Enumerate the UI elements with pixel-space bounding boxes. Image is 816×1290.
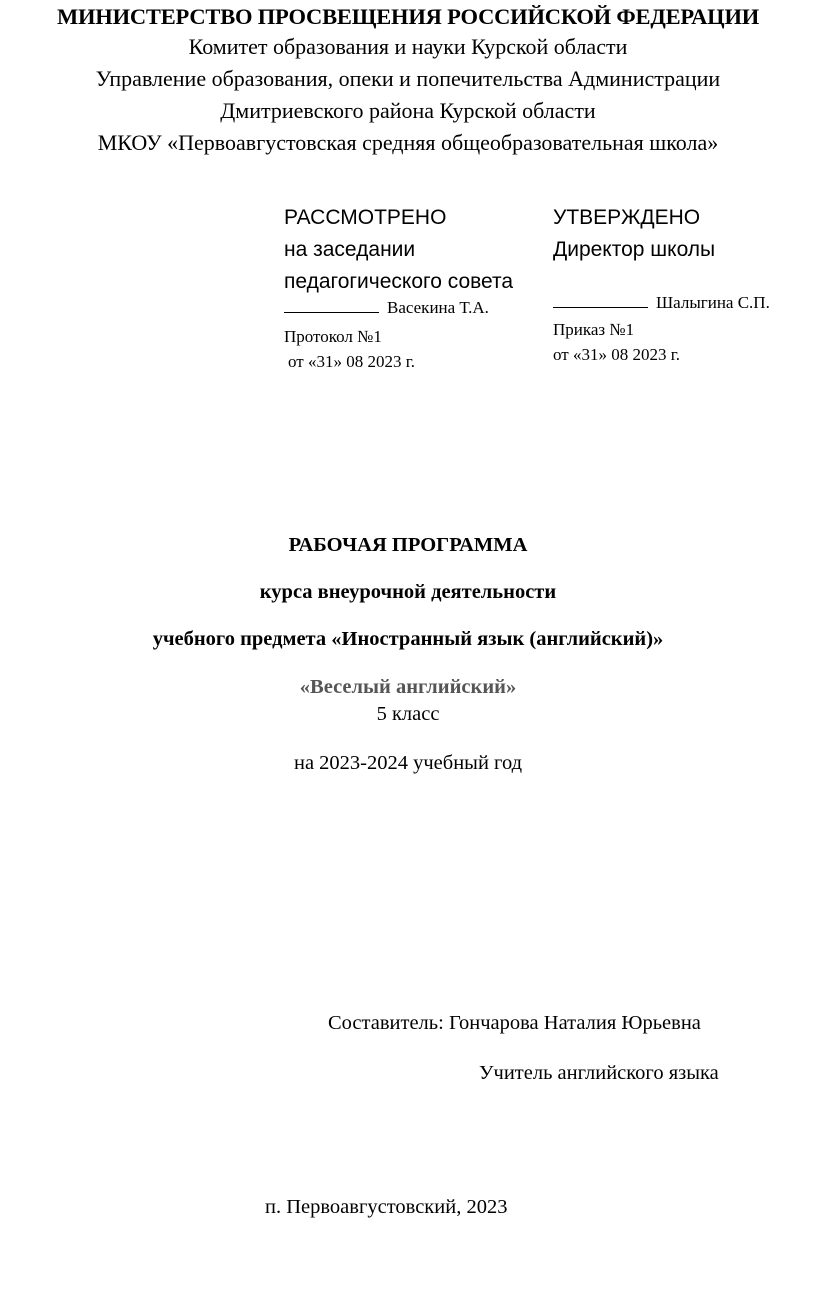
considered-date: от «31» 08 2023 г.: [288, 352, 416, 371]
grade-line: 5 класс: [376, 703, 440, 725]
approved-heading: УТВЕРЖДЕНО: [553, 206, 701, 229]
approved-order: Приказ №1: [553, 320, 635, 339]
approved-line-1: Директор школы: [553, 238, 716, 261]
signature-line: [284, 311, 379, 313]
approved-signature: [553, 293, 770, 313]
place-year: п. Первоавгустовский, 2023: [265, 1196, 508, 1218]
ministry-title: МИНИСТЕРСТВО ПРОСВЕЩЕНИЯ РОССИЙСКОЙ ФЕДЕРАЦИИ: [56, 4, 760, 29]
course-type: курса внеурочной деятельности: [259, 581, 557, 603]
program-title: РАБОЧАЯ ПРОГРАММА: [288, 534, 528, 556]
approved-date: от «31» 08 2023 г.: [553, 345, 681, 364]
compiler-line: Составитель: Гончарова Наталия Юрьевна: [328, 1012, 701, 1034]
considered-protocol: Протокол №1: [284, 327, 382, 346]
school-name: МКОУ «Первоавгустовская средняя общеобразовательная школа»: [97, 130, 719, 155]
course-name: «Веселый английский»: [299, 676, 517, 698]
considered-heading: РАССМОТРЕНО: [284, 206, 447, 229]
considered-signature: [284, 298, 489, 318]
considered-signatory: Васекина Т.А.: [387, 298, 489, 317]
department-line-1: Управление образования, опеки и попечительства Администрации: [95, 66, 721, 91]
department-line-2: Дмитриевского района Курской области: [220, 98, 596, 123]
considered-line-2: педагогического совета: [284, 270, 514, 293]
committee-line: Комитет образования и науки Курской области: [188, 34, 628, 59]
signature-line: [553, 306, 648, 308]
considered-line-1: на заседании: [284, 238, 416, 261]
academic-year: на 2023-2024 учебный год: [293, 752, 523, 774]
subject-line: учебного предмета «Иностранный язык (английский)»: [152, 628, 664, 650]
approved-signatory: Шалыгина С.П.: [656, 293, 770, 312]
compiler-position: Учитель английского языка: [479, 1062, 719, 1084]
